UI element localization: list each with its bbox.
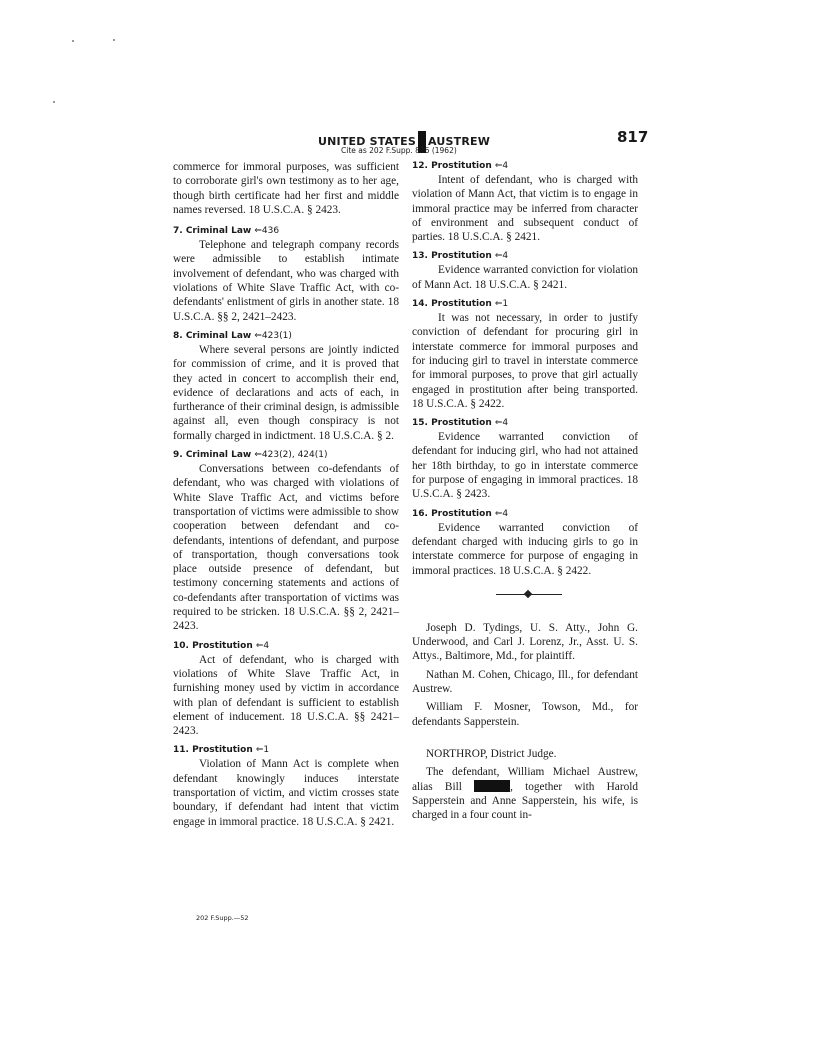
headnote-14 [412,298,638,411]
running-head-left: UNITED STATES [318,135,416,148]
headnote-topic: 10. Prostitution [173,640,253,651]
headnote-text: Where several persons are jointly indicted for commission of crime, and it is proved that they acted in concert to accomplish their end, evidence of declarations and acts of each, in furtherance of their criminal design, is admissible against all, even though conspiracy is not formally charged in indictment. 18 U.S.C.A. § 2. [173,343,399,442]
key-number-icon: ⇐423(2), 424(1) [254,450,328,461]
headnote-heading [412,417,638,430]
headnote-16 [412,508,638,578]
redaction-box [474,780,510,792]
key-number-icon: ⇐4 [494,508,509,519]
headnote-topic: 8. Criminal Law [173,330,252,341]
headnote-text: Act of defendant, who is charged with violations of White Slave Traffic Act, in furnishing money used by victim in accordance with plan of defendant is sufficient to establish element of inducement. 18 U.S.C.A. §§ 2421–2423. [173,653,399,738]
headnote-heading [173,225,399,238]
key-number-icon: ⇐4 [255,640,270,651]
citation-line: Cite as 202 F.Supp. 816 (1962) [341,146,457,155]
counsel-defendants-sapperstein: William F. Mosner, Towson, Md., for defendants Sapperstein. [412,701,638,728]
key-number-icon: ⇐1 [494,299,509,310]
scan-speck [53,101,55,103]
headnote-15 [412,417,638,501]
headnote-12 [412,160,638,244]
opinion-text-start: The defendant, William Michael Austrew, alias Bill [412,766,638,793]
headnote-heading [412,160,638,173]
headnote-heading [412,250,638,263]
key-number-icon: ⇐4 [494,251,509,262]
judge-line: NORTHROP, District Judge. [426,747,557,760]
page-number: 817 [617,128,649,146]
headnote-topic: 12. Prostitution [412,161,492,171]
counsel-defendant-austrew: Nathan M. Cohen, Chicago, Ill., for defendant Austrew. [412,668,638,696]
running-head-right: AUSTREW [427,135,491,148]
headnote-heading [173,330,399,343]
headnote-8 [173,330,399,443]
headnote-topic: 16. Prostitution [412,508,492,519]
opinion-paragraph [412,765,638,822]
counsel-plaintiff: Joseph D. Tydings, U. S. Atty., John G. Underwood, and Carl J. Lorenz, Jr., Asst. U. S. Attys., Baltimore, Md., for plaintiff. [412,621,638,663]
headnote-text: It was not necessary, in order to justify conviction of defendant for procuring girl in interstate commerce for immoral purposes and for inducing girl to travel in interstate commerce for immoral purposes, to prove that girl actually engaged in prostitution after being transported. 18 U.S.C.A. § 2422. [412,312,638,410]
headnote-text: Evidence warranted conviction of defendant for inducing girl, who had not attained her 18th birthday, to go in interstate commerce for purpose of engaging in immoral practices. 18 U.S.C.A. § 2423. [412,431,638,501]
headnote-text: Conversations between co-defendants of defendant, who was charged with violations of White Slave Traffic Act, and victims before transportation of victims were admissible to show cooperation between defendant and co-defendants, intentions of defendant, and purpose of transportation, though conversations took place outside presence of defendant, but testimony concerning statements and actions of co-defendants after transportation of victims was required to be stricken. 18 U.S.C.A. §§ 2, 2421–2423. [173,463,399,633]
headnote-heading [173,744,399,757]
headnote-text: Evidence warranted conviction of defendant charged with inducing girls to go in interstate commerce for purpose of engaging in immoral practices. 18 U.S.C.A. § 2422. [412,521,638,577]
headnote-topic: 11. Prostitution [173,745,253,756]
scan-speck [72,40,74,42]
headnote-text: Evidence warranted conviction for violation of Mann Act. 18 U.S.C.A. § 2421. [412,264,638,291]
section-divider [496,594,562,595]
headnote-topic: 15. Prostitution [412,418,492,429]
headnote-topic: 7. Criminal Law [173,226,252,237]
headnote-10 [173,640,399,739]
headnote-topic: 14. Prostitution [412,299,492,310]
diamond-icon [524,590,532,598]
headnote-heading [412,508,638,521]
opinion-text-rest: , together with Harold Sapperstein and Anne Sapperstein, his wife, is charged in a four count in- [412,780,639,822]
key-number-icon: ⇐423(1) [254,330,292,341]
page-footer-signature: 202 F.Supp.—52 [196,914,249,922]
headnote-topic: 9. Criminal Law [173,450,252,461]
key-number-icon: ⇐1 [255,745,270,756]
headnote-topic: 13. Prostitution [412,251,492,262]
headnote-text: Telephone and telegraph company records were admissible to establish intimate involvement of defendant, who was charged with violations of White Slave Traffic Act, with co-defendants' enlistment of girls in another state. 18 U.S.C.A. §§ 2, 2421–2423. [173,239,399,323]
headnote-9 [173,449,399,634]
headnote-heading [173,449,399,462]
key-number-icon: ⇐4 [494,418,509,429]
headnote-text: Violation of Mann Act is complete when defendant knowingly induces interstate transportation of victim, and victim crosses state boundary, if defendant had intent that victim engage in immoral practice. 18 U.S.C.A. § 2421. [173,758,399,828]
right-column [412,160,638,826]
key-number-icon: ⇐4 [494,161,509,171]
key-number-icon: ⇐436 [254,226,280,237]
headnote-text: Intent of defendant, who is charged with violation of Mann Act, that victim is to engage in immoral practice may be inferred from character of environment and subsequent conduct of parties. 18 U.S.C.A. § 2421. [412,174,638,244]
headnote-heading [412,298,638,311]
headnote-heading [173,640,399,653]
continued-headnote-text: commerce for immoral purposes, was sufficient to corroborate girl's own testimony as to her age, though birth certificate had her first and middle names reversed. 18 U.S.C.A. § 2423. [173,161,399,216]
headnote-13 [412,250,638,292]
left-column [173,160,399,829]
headnote-11 [173,744,399,828]
headnote-7 [173,225,399,324]
scan-speck [113,39,115,41]
